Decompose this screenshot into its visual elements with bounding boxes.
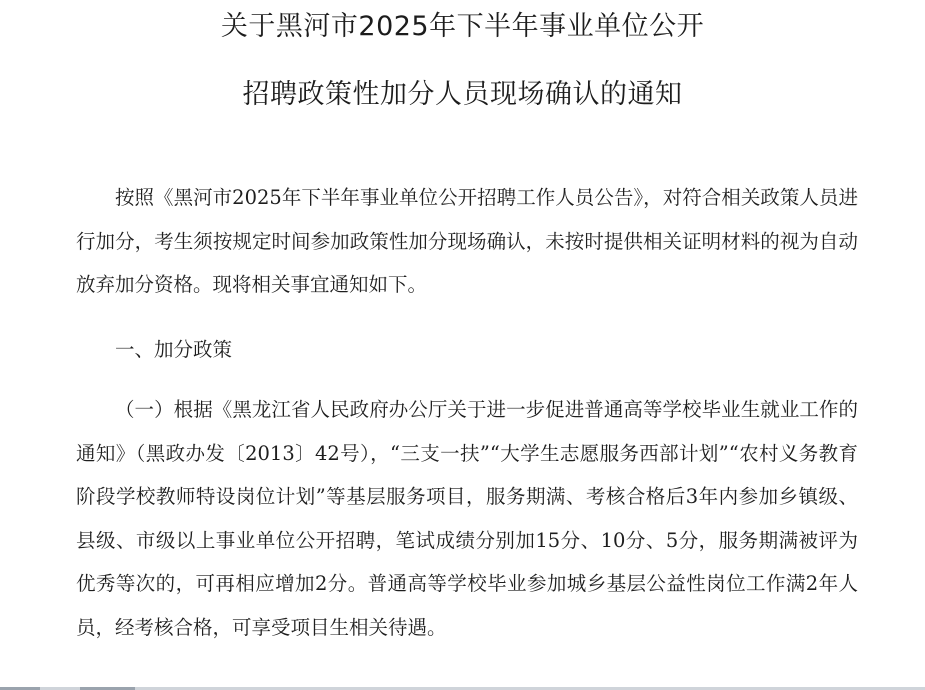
policy-item-1-paragraph: （一）根据《黑龙江省人民政府办公厅关于进一步促进普通高等学校毕业生就业工作的通知》（黑政办发〔2013〕42号），“三支一扶”“大学生志愿服务西部计划”“农村义务教育阶段学校教师特设岗位计划”等基层服务项目，服务期满、考核合格后3年内参加乡镇级、县级、市级以上事业单位公开招聘，笔试成绩分别加15分、10分、5分，服务期满被评为优秀等次的，可再相应增加2分。普通高等学校毕业参加城乡基层公益性岗位工作满2年人员，经考核合格，可享受项目生相关待遇。	[76, 398, 858, 639]
document-title-line-2: 招聘政策性加分人员现场确认的通知	[242, 79, 683, 110]
document-title-line-1: 关于黑河市2025年下半年事业单位公开	[220, 11, 705, 42]
section-heading-policy: 一、加分政策	[115, 338, 233, 361]
intro-paragraph: 按照《黑河市2025年下半年事业单位公开招聘工作人员公告》，对符合相关政策人员进行加分，考生须按规定时间参加政策性加分现场确认，未按时提供相关证明材料的视为自动放弃加分资格。现将相关事宜通知如下。	[76, 186, 858, 296]
